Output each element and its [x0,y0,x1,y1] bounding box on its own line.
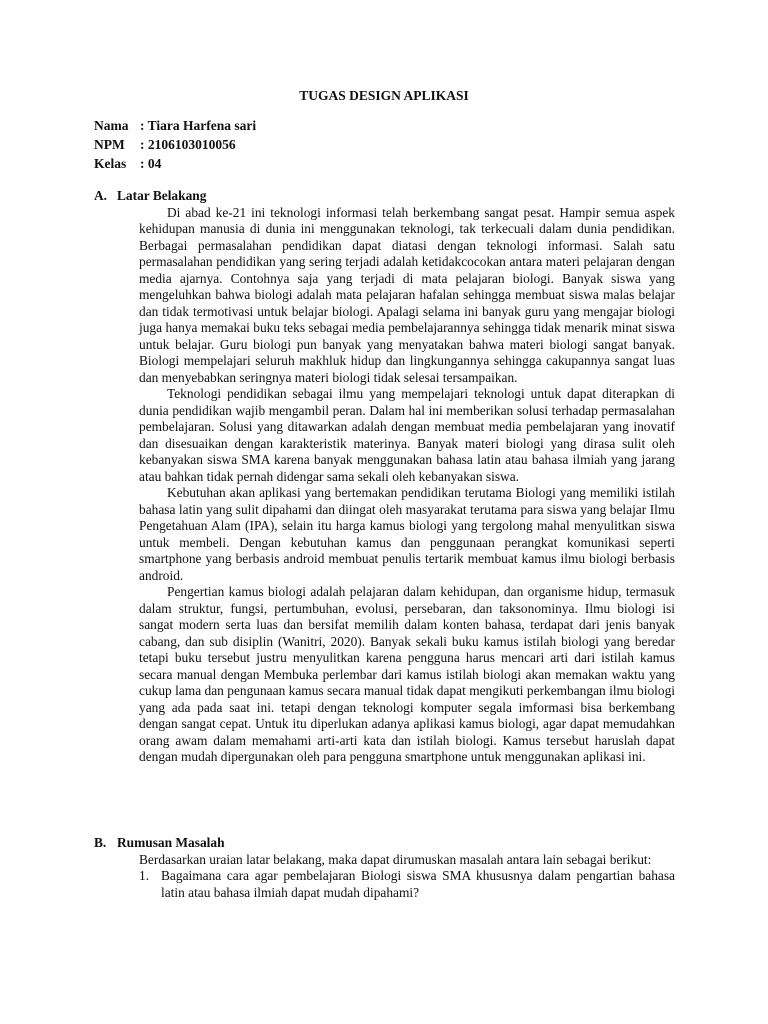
list-number: 1. [139,868,150,883]
section-heading [94,188,675,205]
info-value: : 04 [140,156,162,171]
paragraph: Teknologi pendidikan sebagai ilmu yang mempelajari teknologi untuk dapat diterapkan di dunia pendidikan wajib mengambil peran. Dalam hal ini memberikan solusi terhadap permasalahan pembelajaran. Solusi yang ditawarkan adalah dengan membuat media pembelajaran yang inovatif dan disesuaikan dengan karakteristik materinya. Banyak materi biologi yang dirasa sulit oleh kebanyakan siswa SMA karena banyak menggunakan bahasa latin atau bahasa ilmiah yang jarang atau bahkan tidak pernah didengar sama sekali oleh kebanyakan siswa. [139,386,675,484]
document-title: TUGAS DESIGN APLIKASI [299,88,469,103]
paragraph: Kebutuhan akan aplikasi yang bertemakan pendidikan terutama Biologi yang memiliki istilah bahasa latin yang sulit dipahami dan diingat oleh masyarakat terutama para siswa yang belajar Ilmu Pengetahuan Alam (IPA), selain itu harga kamus biologi yang tergolong mahal menyulitkan siswa untuk membeli. Dengan kebutuhan kamus dan penggunaan perangkat komunikasi seperti smartphone yang berbasis android membuat penulis tertarik membuat kamus ilmu biologi berbasis android. [139,485,675,583]
section-heading [94,835,675,852]
student-info [94,116,256,173]
info-value: : 2106103010056 [140,137,236,152]
section-body [139,205,675,766]
section-body [139,852,675,902]
info-row-npm [94,135,256,154]
section-letter: B. [94,835,107,850]
info-row-nama [94,116,256,135]
section-rumusan-masalah [94,835,675,901]
section-title: Latar Belakang [117,188,207,203]
info-label: Nama [94,118,129,133]
info-value: : Tiara Harfena sari [140,118,257,133]
paragraph: Di abad ke-21 ini teknologi informasi telah berkembang sangat pesat. Hampir semua aspek kehidupan manusia di dunia ini menggunakan teknologi, tak terkecuali dalam dunia pendidikan. Berbagai permasalahan pendidikan dapat diatasi dengan teknologi informasi. Salah satu permasalahan pendidikan yang sering terjadi adalah ketidakcocokan antara materi pelajaran dengan media ajarnya. Contohnya saja yang terjadi di mata pelajaran biologi. Banyak siswa yang mengeluhkan bahwa biologi adalah mata pelajaran hafalan sehingga membuat siswa malas belajar dan tidak termotivasi untuk belajar biologi. Apalagi selama ini banyak guru yang mengajar biologi juga hanya memakai buku teks sebagai media pembelajarannya sehingga tidak menarik minat siswa untuk belajar. Guru biologi pun banyak yang menyatakan bahwa materi biologi sangat banyak. Biologi mempelajari seluruh makhluk hidup dan lingkungannya sehingga cakupannya sangat luas dan menyebabkan seringnya materi biologi tidak selesai tersampaikan. [139,204,675,385]
paragraph: Berdasarkan uraian latar belakang, maka dapat dirumuskan masalah antara lain sebagai berikut: [139,851,652,867]
paragraph: Pengertian kamus biologi adalah pelajaran dalam kehidupan, dan organisme hidup, termasuk dalam struktur, fungsi, pertumbuhan, evolusi, persebaran, dan taksonominya. Ilmu biologi isi sangat modern serta luas dan bersifat memilih dalam konten bahasa, terdapat dari jenis banyak cabang, dan sub disiplin (Wanitri, 2020). Banyak sekali buku kamus istilah biologi yang beredar tetapi buku tersebut justru menyulitkan karena pengguna harus mencari arti dari istilah kamus secara manual dengan Membuka perlembar dari kamus istilah biologi akan memakan waktu yang cukup lama dan pengunaan kamus secara manual tidak dapat mengikuti perkembangan ilmu biologi yang ada pada saat ini. tetapi dengan teknologi komputer segala imformasi bisa berkembang dengan sangat cepat. Untuk itu diperlukan adanya aplikasi kamus biologi, agar dapat memudahkan orang awam dalam memahami arti-arti kata dan istilah biologi. Kamus tersebut haruslah dapat dengan mudah dipergunakan oleh para pengguna smartphone untuk menggunakan aplikasi ini. [139,584,675,764]
info-label: Kelas [94,156,127,171]
section-latar-belakang [94,188,675,766]
list-text: Bagaimana cara agar pembelajaran Biologi siswa SMA khususnya dalam pengartian bahasa latin atau bahasa ilmiah dapat mudah dipahami? [161,868,675,900]
info-row-kelas [94,154,256,173]
section-title: Rumusan Masalah [117,835,225,850]
section-letter: A. [94,188,108,203]
list-item [139,868,675,901]
info-label: NPM [94,137,125,152]
